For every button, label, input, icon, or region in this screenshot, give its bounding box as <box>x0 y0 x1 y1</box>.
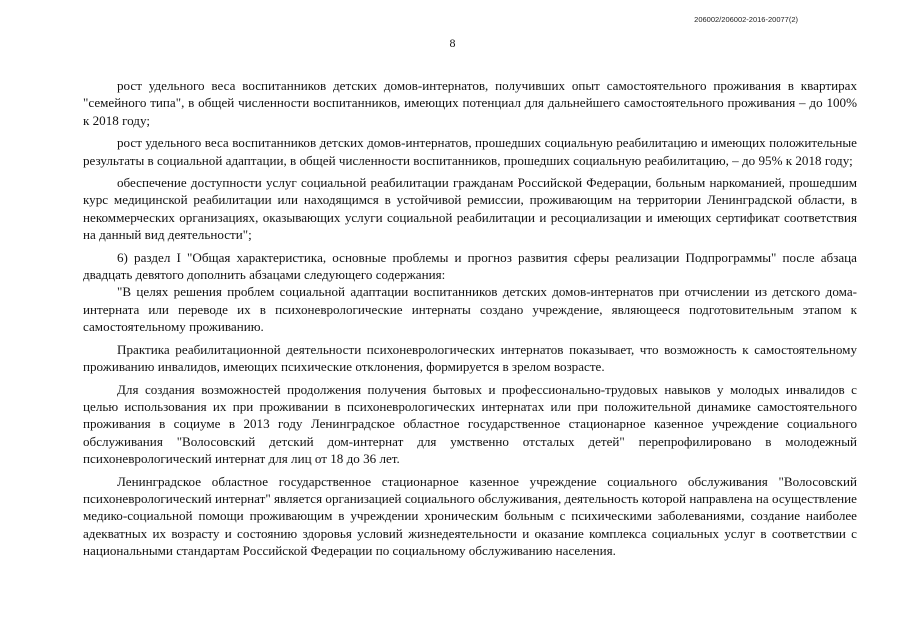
paragraph: Для создания возможностей продолжения получения бытовых и профессионально-трудовых навыков у молодых инвалидов с целью использования их при проживании в психоневрологических интернатах или при положительной динамике самостоятельного проживания в социуме в 2013 году Ленинградское областное государственное стационарное казенное учреждение социального обслуживания "Волосовский детский дом-интернат для умственно отсталых детей" перепрофилировано в молодежный психоневрологический интернат для лиц от 18 до 36 лет. <box>83 381 857 467</box>
document-code: 206002/206002-2016-20077(2) <box>694 15 798 24</box>
paragraph: Практика реабилитационной деятельности психоневрологических интернатов показывает, что возможность к самостоятельному проживанию инвалидов, имеющих психические отклонения, формируется в зрелом возрасте. <box>83 341 857 375</box>
paragraph: обеспечение доступности услуг социальной реабилитации гражданам Российской Федерации, больным наркоманией, прошедшим курс медицинской реабилитации или находящимся в устойчивой ремиссии, проживающим на территории Ленинградской области, в некоммерческих организациях, оказывающих услуги социальной реабилитации и ресоциализации и имеющих сертификат соответствия на данный вид деятельности"; <box>83 175 857 243</box>
document-body <box>83 77 857 560</box>
page-number: 8 <box>449 36 456 50</box>
paragraph: рост удельного веса воспитанников детских домов-интернатов, прошедших социальную реабилитацию и имеющих положительные результаты в социальной адаптации, в общей численности воспитанников, прошедших социальную реабилитацию, – до 95% к 2018 году; <box>83 135 857 168</box>
paragraph: Ленинградское областное государственное стационарное казенное учреждение социального обслуживания "Волосовский психоневрологический интернат" является организацией социального обслуживания, деятельность которой направлена на осуществление медико-социальной помощи проживающим в учреждении хроническим больным с психическими заболеваниями, создание наиболее адекватных их возрасту и состоянию здоровья условий жизнедеятельности и оказание комплекса социальных услуг в соответствии с национальными стандартам Российской Федерации по социальному обслуживанию населения. <box>83 473 857 559</box>
paragraph: 6) раздел I "Общая характеристика, основные проблемы и прогноз развития сферы реализации Подпрограммы" после абзаца двадцать девятого дополнить абзацами следующего содержания: <box>83 249 857 283</box>
paragraph: "В целях решения проблем социальной адаптации воспитанников детских домов-интернатов при отчислении из детского дома-интерната или переводе их в психоневрологические интернаты создано учреждение, являющееся подготовительным этапом к самостоятельному проживанию. <box>83 284 857 335</box>
paragraph: рост удельного веса воспитанников детских домов-интернатов, получивших опыт самостоятельного проживания в квартирах "семейного типа", в общей численности воспитанников, имеющих потенциал для дальнейшего самостоятельного проживания – до 100% к 2018 году; <box>83 78 857 128</box>
